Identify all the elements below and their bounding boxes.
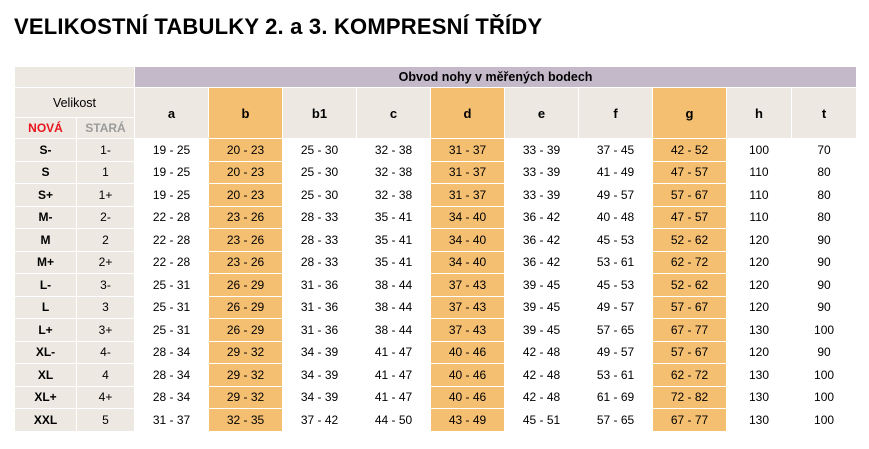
cell-e: 33 - 39 (505, 184, 579, 207)
cell-b1: 25 - 30 (283, 139, 357, 162)
cell-b1: 31 - 36 (283, 296, 357, 319)
table-band-row (15, 67, 857, 88)
cell-h: 120 (727, 341, 792, 364)
cell-b: 29 - 32 (209, 386, 283, 409)
table-row (15, 206, 857, 229)
cell-f: 57 - 65 (579, 409, 653, 432)
cell-g: 47 - 57 (653, 161, 727, 184)
cell-b1: 34 - 39 (283, 364, 357, 387)
column-header-h: h (727, 88, 792, 139)
cell-b1: 25 - 30 (283, 161, 357, 184)
band-label: Obvod nohy v měřených bodech (135, 67, 857, 88)
table-row (15, 274, 857, 297)
cell-t: 80 (792, 206, 857, 229)
cell-h: 130 (727, 386, 792, 409)
cell-e: 39 - 45 (505, 319, 579, 342)
cell-new-size: S+ (15, 184, 77, 207)
cell-f: 41 - 49 (579, 161, 653, 184)
cell-c: 41 - 47 (357, 386, 431, 409)
cell-old-size: 1+ (77, 184, 135, 207)
cell-old-size: 3- (77, 274, 135, 297)
table-row (15, 409, 857, 432)
cell-a: 28 - 34 (135, 364, 209, 387)
cell-old-size: 4 (77, 364, 135, 387)
cell-f: 40 - 48 (579, 206, 653, 229)
cell-c: 41 - 47 (357, 364, 431, 387)
table-row (15, 296, 857, 319)
cell-e: 36 - 42 (505, 251, 579, 274)
cell-old-size: 5 (77, 409, 135, 432)
cell-f: 53 - 61 (579, 364, 653, 387)
cell-e: 42 - 48 (505, 341, 579, 364)
table-row (15, 386, 857, 409)
cell-h: 130 (727, 364, 792, 387)
column-header-c: c (357, 88, 431, 139)
cell-t: 100 (792, 409, 857, 432)
cell-b: 29 - 32 (209, 341, 283, 364)
cell-f: 45 - 53 (579, 274, 653, 297)
cell-b: 20 - 23 (209, 139, 283, 162)
cell-f: 37 - 45 (579, 139, 653, 162)
cell-h: 120 (727, 251, 792, 274)
cell-t: 100 (792, 319, 857, 342)
cell-b1: 37 - 42 (283, 409, 357, 432)
cell-g: 52 - 62 (653, 274, 727, 297)
cell-h: 110 (727, 161, 792, 184)
cell-new-size: XL- (15, 341, 77, 364)
cell-b: 26 - 29 (209, 296, 283, 319)
cell-new-size: L (15, 296, 77, 319)
column-header-f: f (579, 88, 653, 139)
cell-b: 20 - 23 (209, 161, 283, 184)
old-size-header: STARÁ (77, 118, 135, 139)
cell-e: 33 - 39 (505, 161, 579, 184)
cell-t: 90 (792, 274, 857, 297)
size-table-container (14, 66, 856, 432)
cell-f: 53 - 61 (579, 251, 653, 274)
cell-new-size: XL (15, 364, 77, 387)
cell-g: 62 - 72 (653, 251, 727, 274)
cell-d: 37 - 43 (431, 319, 505, 342)
cell-b: 23 - 26 (209, 251, 283, 274)
cell-d: 37 - 43 (431, 296, 505, 319)
cell-e: 45 - 51 (505, 409, 579, 432)
cell-g: 42 - 52 (653, 139, 727, 162)
cell-h: 110 (727, 206, 792, 229)
cell-h: 120 (727, 296, 792, 319)
cell-old-size: 1 (77, 161, 135, 184)
cell-g: 52 - 62 (653, 229, 727, 252)
size-table (14, 66, 857, 432)
column-header-g: g (653, 88, 727, 139)
cell-f: 49 - 57 (579, 341, 653, 364)
cell-new-size: M+ (15, 251, 77, 274)
cell-c: 32 - 38 (357, 139, 431, 162)
cell-t: 80 (792, 184, 857, 207)
cell-d: 40 - 46 (431, 341, 505, 364)
cell-a: 28 - 34 (135, 341, 209, 364)
cell-c: 32 - 38 (357, 184, 431, 207)
cell-d: 31 - 37 (431, 139, 505, 162)
cell-h: 130 (727, 409, 792, 432)
cell-b: 26 - 29 (209, 319, 283, 342)
cell-old-size: 2+ (77, 251, 135, 274)
cell-a: 25 - 31 (135, 274, 209, 297)
cell-new-size: S- (15, 139, 77, 162)
table-column-header-row (15, 88, 857, 118)
cell-e: 36 - 42 (505, 206, 579, 229)
cell-t: 90 (792, 341, 857, 364)
cell-g: 67 - 77 (653, 409, 727, 432)
column-header-d: d (431, 88, 505, 139)
cell-h: 120 (727, 229, 792, 252)
table-row (15, 251, 857, 274)
cell-f: 57 - 65 (579, 319, 653, 342)
cell-old-size: 3 (77, 296, 135, 319)
cell-g: 57 - 67 (653, 341, 727, 364)
cell-g: 67 - 77 (653, 319, 727, 342)
cell-b1: 28 - 33 (283, 251, 357, 274)
cell-b1: 34 - 39 (283, 341, 357, 364)
cell-a: 22 - 28 (135, 251, 209, 274)
cell-c: 35 - 41 (357, 229, 431, 252)
cell-new-size: S (15, 161, 77, 184)
cell-a: 25 - 31 (135, 319, 209, 342)
cell-d: 31 - 37 (431, 184, 505, 207)
cell-a: 19 - 25 (135, 161, 209, 184)
cell-t: 90 (792, 251, 857, 274)
velikost-header: Velikost (15, 88, 135, 118)
cell-b: 29 - 32 (209, 364, 283, 387)
cell-b1: 34 - 39 (283, 386, 357, 409)
column-header-e: e (505, 88, 579, 139)
cell-old-size: 1- (77, 139, 135, 162)
cell-g: 62 - 72 (653, 364, 727, 387)
cell-d: 34 - 40 (431, 206, 505, 229)
cell-d: 34 - 40 (431, 251, 505, 274)
table-row (15, 341, 857, 364)
cell-d: 40 - 46 (431, 386, 505, 409)
cell-a: 22 - 28 (135, 206, 209, 229)
cell-b1: 31 - 36 (283, 274, 357, 297)
cell-new-size: XL+ (15, 386, 77, 409)
cell-g: 47 - 57 (653, 206, 727, 229)
cell-a: 25 - 31 (135, 296, 209, 319)
cell-g: 57 - 67 (653, 184, 727, 207)
page-title: VELIKOSTNÍ TABULKY 2. a 3. KOMPRESNÍ TŘÍDY (14, 14, 543, 39)
cell-d: 34 - 40 (431, 229, 505, 252)
cell-f: 49 - 57 (579, 184, 653, 207)
cell-f: 45 - 53 (579, 229, 653, 252)
cell-c: 38 - 44 (357, 296, 431, 319)
cell-b1: 31 - 36 (283, 319, 357, 342)
cell-b1: 25 - 30 (283, 184, 357, 207)
table-row (15, 364, 857, 387)
cell-h: 120 (727, 274, 792, 297)
cell-old-size: 3+ (77, 319, 135, 342)
table-row (15, 229, 857, 252)
cell-c: 41 - 47 (357, 341, 431, 364)
cell-c: 35 - 41 (357, 251, 431, 274)
cell-e: 42 - 48 (505, 386, 579, 409)
cell-new-size: L- (15, 274, 77, 297)
table-row (15, 319, 857, 342)
cell-t: 80 (792, 161, 857, 184)
cell-new-size: M- (15, 206, 77, 229)
column-header-b: b (209, 88, 283, 139)
cell-b: 23 - 26 (209, 229, 283, 252)
cell-t: 100 (792, 364, 857, 387)
table-row (15, 184, 857, 207)
cell-c: 38 - 44 (357, 319, 431, 342)
cell-a: 19 - 25 (135, 184, 209, 207)
cell-old-size: 2- (77, 206, 135, 229)
cell-a: 19 - 25 (135, 139, 209, 162)
cell-b: 23 - 26 (209, 206, 283, 229)
cell-a: 22 - 28 (135, 229, 209, 252)
cell-c: 44 - 50 (357, 409, 431, 432)
cell-d: 43 - 49 (431, 409, 505, 432)
cell-a: 28 - 34 (135, 386, 209, 409)
cell-g: 57 - 67 (653, 296, 727, 319)
table-row (15, 161, 857, 184)
cell-e: 33 - 39 (505, 139, 579, 162)
cell-d: 40 - 46 (431, 364, 505, 387)
cell-new-size: L+ (15, 319, 77, 342)
cell-e: 42 - 48 (505, 364, 579, 387)
new-size-header: NOVÁ (15, 118, 77, 139)
cell-e: 39 - 45 (505, 274, 579, 297)
cell-t: 70 (792, 139, 857, 162)
cell-f: 49 - 57 (579, 296, 653, 319)
table-corner-cell (15, 67, 135, 88)
cell-e: 39 - 45 (505, 296, 579, 319)
cell-a: 31 - 37 (135, 409, 209, 432)
cell-t: 100 (792, 386, 857, 409)
cell-h: 100 (727, 139, 792, 162)
cell-b1: 28 - 33 (283, 206, 357, 229)
table-row (15, 139, 857, 162)
cell-f: 61 - 69 (579, 386, 653, 409)
cell-old-size: 4- (77, 341, 135, 364)
cell-old-size: 4+ (77, 386, 135, 409)
cell-g: 72 - 82 (653, 386, 727, 409)
cell-b: 32 - 35 (209, 409, 283, 432)
cell-b: 26 - 29 (209, 274, 283, 297)
column-header-b1: b1 (283, 88, 357, 139)
cell-t: 90 (792, 296, 857, 319)
cell-d: 31 - 37 (431, 161, 505, 184)
cell-h: 110 (727, 184, 792, 207)
cell-b1: 28 - 33 (283, 229, 357, 252)
cell-b: 20 - 23 (209, 184, 283, 207)
cell-h: 130 (727, 319, 792, 342)
cell-new-size: XXL (15, 409, 77, 432)
cell-e: 36 - 42 (505, 229, 579, 252)
column-header-t: t (792, 88, 857, 139)
cell-new-size: M (15, 229, 77, 252)
cell-c: 35 - 41 (357, 206, 431, 229)
cell-c: 38 - 44 (357, 274, 431, 297)
cell-t: 90 (792, 229, 857, 252)
column-header-a: a (135, 88, 209, 139)
cell-old-size: 2 (77, 229, 135, 252)
cell-c: 32 - 38 (357, 161, 431, 184)
cell-d: 37 - 43 (431, 274, 505, 297)
